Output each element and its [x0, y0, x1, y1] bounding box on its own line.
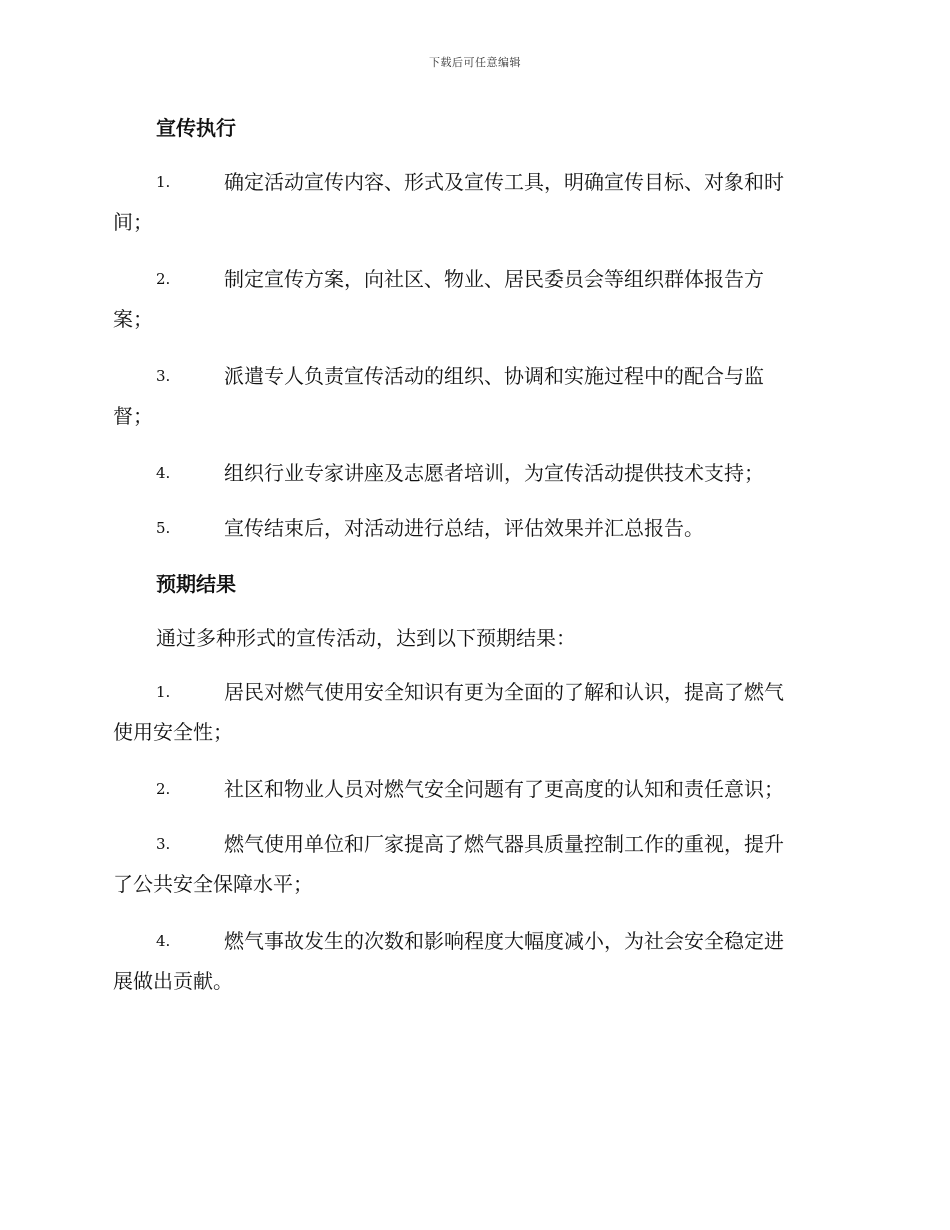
list-item [113, 921, 833, 1001]
list-item-number: 4. [156, 932, 171, 950]
list-item-text: 派遣专人负责宣传活动的组织、协调和实施过程中的配合与监 [224, 364, 764, 388]
list-item-number: 1. [156, 683, 171, 701]
list-item-number: 4. [156, 464, 171, 482]
section-heading-execution: 宣传执行 [156, 116, 236, 140]
list-item-number: 1. [156, 173, 171, 191]
section-heading-expected-results: 预期结果 [156, 572, 236, 596]
list-item-text: 燃气使用单位和厂家提高了燃气器具质量控制工作的重视，提升 [224, 832, 784, 856]
intro-paragraph: 通过多种形式的宣传活动，达到以下预期结果： [156, 626, 576, 650]
list-item-text: 制定宣传方案，向社区、物业、居民委员会等组织群体报告方 [224, 267, 764, 291]
list-item [113, 769, 833, 809]
list-item-text: 社区和物业人员对燃气安全问题有了更高度的认知和责任意识； [224, 777, 784, 801]
list-item-number: 3. [156, 367, 171, 385]
list-item [113, 356, 833, 436]
list-item [113, 672, 833, 752]
page-header: 下载后可任意编辑 [429, 56, 521, 69]
list-item [113, 508, 833, 548]
list-item [113, 162, 833, 242]
list-item-number: 3. [156, 835, 171, 853]
list-item-text-continued: 使用安全性； [113, 720, 233, 744]
list-item-text: 确定活动宣传内容、形式及宣传工具，明确宣传目标、对象和时 [224, 170, 784, 194]
list-item [113, 259, 833, 339]
list-item-text: 宣传结束后，对活动进行总结，评估效果并汇总报告。 [224, 516, 704, 540]
list-item-text-continued: 间； [113, 210, 153, 234]
list-item-text-continued: 案； [113, 307, 153, 331]
list-item-number: 5. [156, 519, 171, 537]
list-item-text: 组织行业专家讲座及志愿者培训，为宣传活动提供技术支持； [224, 461, 764, 485]
list-item [113, 453, 833, 493]
list-item-text-continued: 展做出贡献。 [113, 969, 233, 993]
list-item [113, 824, 833, 904]
list-item-text-continued: 督； [113, 404, 153, 428]
list-item-text-continued: 了公共安全保障水平； [113, 872, 313, 896]
list-item-text: 居民对燃气使用安全知识有更为全面的了解和认识，提高了燃气 [224, 680, 784, 704]
list-item-number: 2. [156, 780, 171, 798]
list-item-number: 2. [156, 270, 171, 288]
list-item-text: 燃气事故发生的次数和影响程度大幅度减小，为社会安全稳定进 [224, 929, 784, 953]
